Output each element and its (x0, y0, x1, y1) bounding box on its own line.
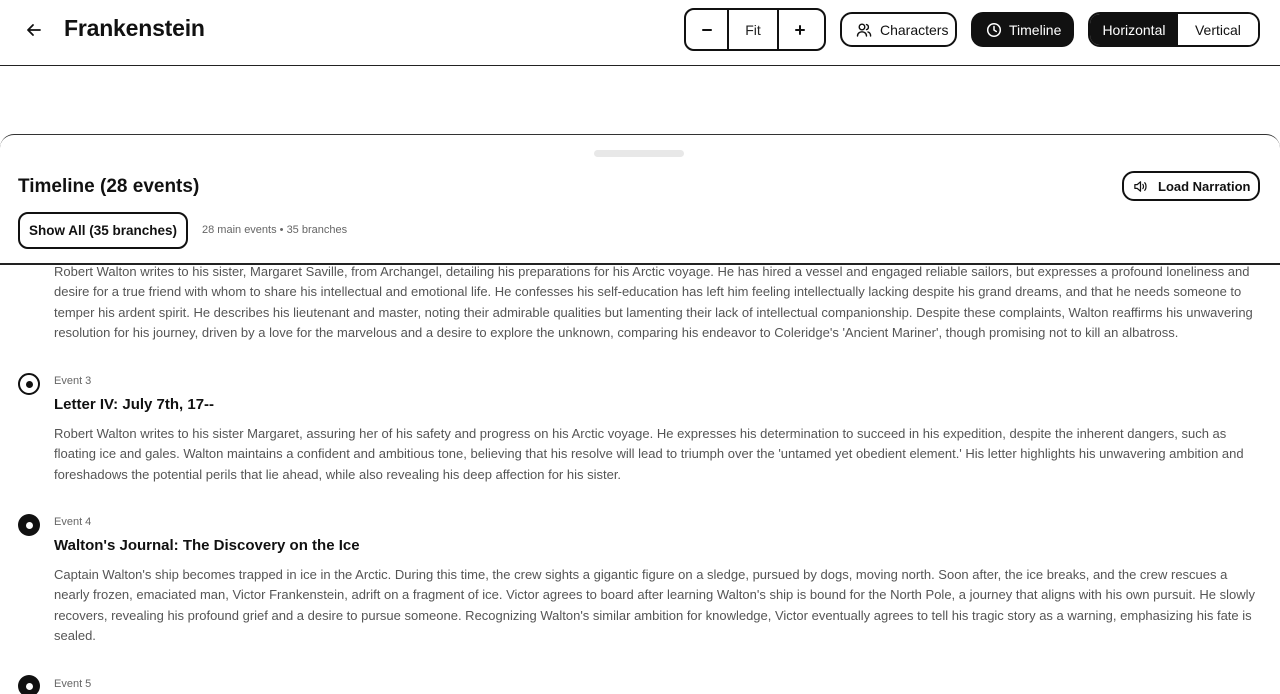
orientation-toggle (1088, 12, 1260, 47)
event-marker[interactable] (18, 675, 40, 694)
event-title[interactable]: Letter IV: July 7th, 17-- (54, 396, 215, 413)
marker-dot (26, 381, 33, 388)
timeline-panel (0, 134, 1280, 694)
event-description: Robert Walton writes to his sister, Margaret Saville, from Archangel, detailing his preparations for his Arctic voyage. He has hired a vessel and engaged reliable sailors, but expresses a profound loneliness and desire for a true friend with whom to share his intellectual and emotional life. He confesses his self-education has left him feeling intellectually lacking despite his grand dreams, and that he needs someone to temper his ardent spirit. He describes his lieutenant and master, noting their admirable qualities but lamenting their lack of intellectual companionship. Despite these complaints, Walton reaffirms his unwavering resolution for his journey, driven by a love for the marvelous and a desire to explore the unknown, comparing his endeavor to Coleridge's 'Ancient Mariner', though promising not to kill an albatross. (54, 265, 1253, 340)
panel-title: Timeline (28 events) (18, 176, 200, 197)
top-bar (0, 0, 1280, 66)
marker-dot (26, 522, 33, 529)
timeline-label: Timeline (1009, 21, 1062, 38)
load-narration-label: Load Narration (1158, 178, 1251, 194)
zoom-controls (684, 8, 826, 51)
vertical-button[interactable]: Vertical (1178, 14, 1258, 45)
events-list (0, 265, 1280, 694)
event-label: Event 3 (54, 375, 92, 387)
load-narration-button[interactable] (1122, 171, 1260, 201)
back-button[interactable] (20, 16, 48, 44)
event-description: Captain Walton's ship becomes trapped in ice in the Arctic. During this time, the crew sights a gigantic figure on a sledge, pursued by dogs, moving north. Soon after, the ice breaks, and the crew rescues a nearly frozen, emaciated man, Victor Frankenstein, adrift on a fragment of ice. Victor agrees to board after learning Walton's ship is bound for the North Pole, a journey that aligns with his own pursuit. He slowly recovers, revealing his profound grief and a desire to pursue someone. Recognizing Walton's similar ambition for knowledge, Victor eventually agrees to tell his tragic story as a warning, emphasizing his fate is sealed. (54, 567, 1256, 643)
users-icon (856, 22, 872, 38)
timeline-button[interactable] (971, 12, 1074, 47)
drag-handle[interactable] (594, 150, 684, 157)
zoom-out-button[interactable] (686, 10, 727, 49)
page-title: Frankenstein (64, 15, 205, 41)
events-summary: 28 main events • 35 branches (202, 224, 348, 236)
characters-label: Characters (880, 21, 949, 38)
event-label: Event 5 (54, 678, 92, 690)
clock-icon (986, 22, 1002, 38)
plus-icon (794, 24, 806, 36)
characters-button[interactable] (840, 12, 957, 47)
show-all-branches-button[interactable]: Show All (35 branches) (18, 212, 188, 249)
event-title[interactable]: Walton's Journal: The Discovery on the Ice (54, 537, 360, 554)
minus-icon (701, 24, 713, 36)
marker-dot (26, 683, 33, 690)
event-label: Event 4 (54, 516, 92, 528)
zoom-fit-button[interactable]: Fit (727, 10, 779, 49)
event-marker[interactable] (18, 514, 40, 536)
event-description: Robert Walton writes to his sister Margaret, assuring her of his safety and progress on his Arctic voyage. He expresses his determination to succeed in his expedition, despite the inherent dangers, such as floating ice and gales. Walton maintains a confident and ambitious tone, believing that his resolve will lead to triumph over the 'untamed yet obedient element.' His letter highlights his unwavering ambition and foreshadows the potential perils that lie ahead, while also revealing his deep affection for his sister. (54, 426, 1244, 482)
zoom-in-button[interactable] (779, 10, 820, 49)
speaker-icon (1133, 179, 1148, 194)
arrow-left-icon (25, 21, 43, 39)
event-marker[interactable] (18, 373, 40, 395)
horizontal-button[interactable]: Horizontal (1090, 14, 1178, 45)
